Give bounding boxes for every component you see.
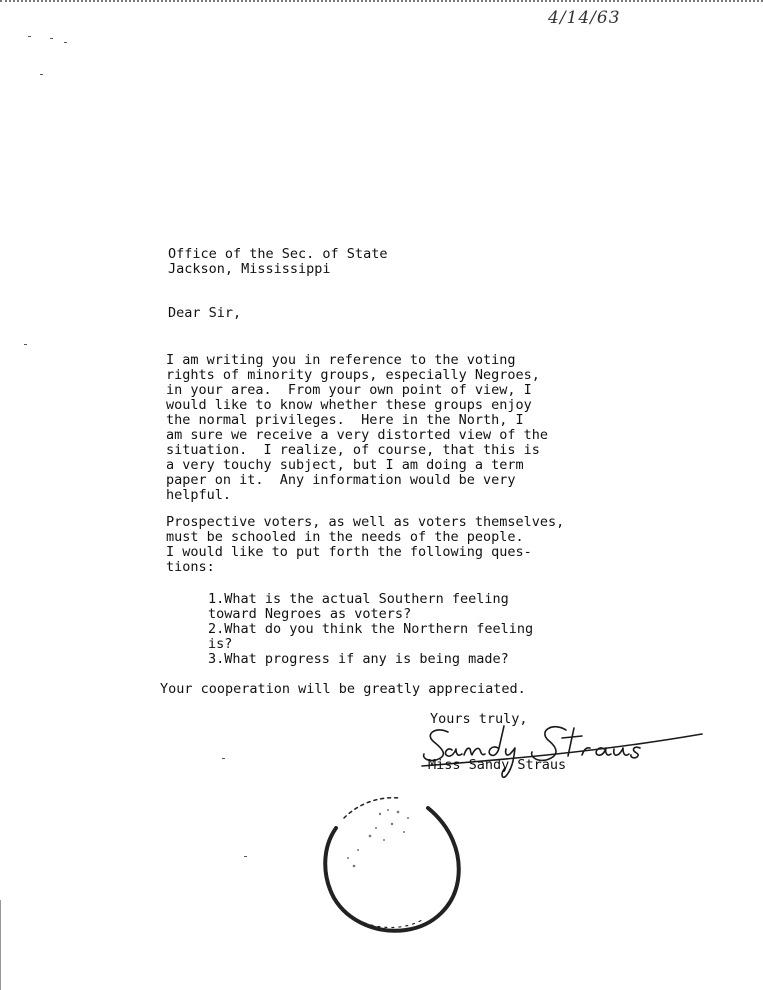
question-line: is? <box>208 636 233 652</box>
question-list <box>208 592 533 667</box>
scan-speck <box>28 36 31 37</box>
handwritten-date: 4/14/63 <box>548 8 621 28</box>
question-line: 3.What progress if any is being made? <box>208 651 509 667</box>
typed-name: Miss Sandy Straus <box>428 757 567 773</box>
scan-speck <box>40 74 43 75</box>
handwritten-signature <box>418 716 708 786</box>
circular-seal-stamp <box>318 788 468 938</box>
question-line: 2.What do you think the Northern feeling <box>208 621 534 637</box>
question-line: toward Negroes as voters? <box>208 606 412 622</box>
closing-line: Your cooperation will be greatly appreciated. <box>160 681 526 697</box>
paragraph-2: Prospective voters, as well as voters themselves, must be schooled in the needs of the people. I would like to put forth the following ques- tions: <box>166 514 565 575</box>
scan-speck <box>50 38 53 39</box>
paragraph-1: I am writing you in reference to the voting rights of minority groups, especially Negroes, in your area. From your own point of view, I would like to know whether these groups enjoy the normal privileges. Here in the North, I am sure we receive a very distorted view of the situation. I realize, of course, that this is a very touchy subject, but I am doing a term paper on it. Any information would be very helpful. <box>166 352 549 503</box>
scan-speck <box>24 344 27 345</box>
scan-speck <box>222 758 225 759</box>
recipient-address: Office of the Sec. of State Jackson, Mississippi <box>168 246 388 277</box>
left-edge-mark <box>0 900 1 990</box>
top-edge-border <box>0 0 763 6</box>
scan-speck <box>244 856 247 857</box>
question-line: 1.What is the actual Southern feeling <box>208 591 509 607</box>
scan-speck <box>64 42 67 43</box>
valediction: Yours truly, <box>430 711 528 727</box>
salutation: Dear Sir, <box>168 305 242 321</box>
